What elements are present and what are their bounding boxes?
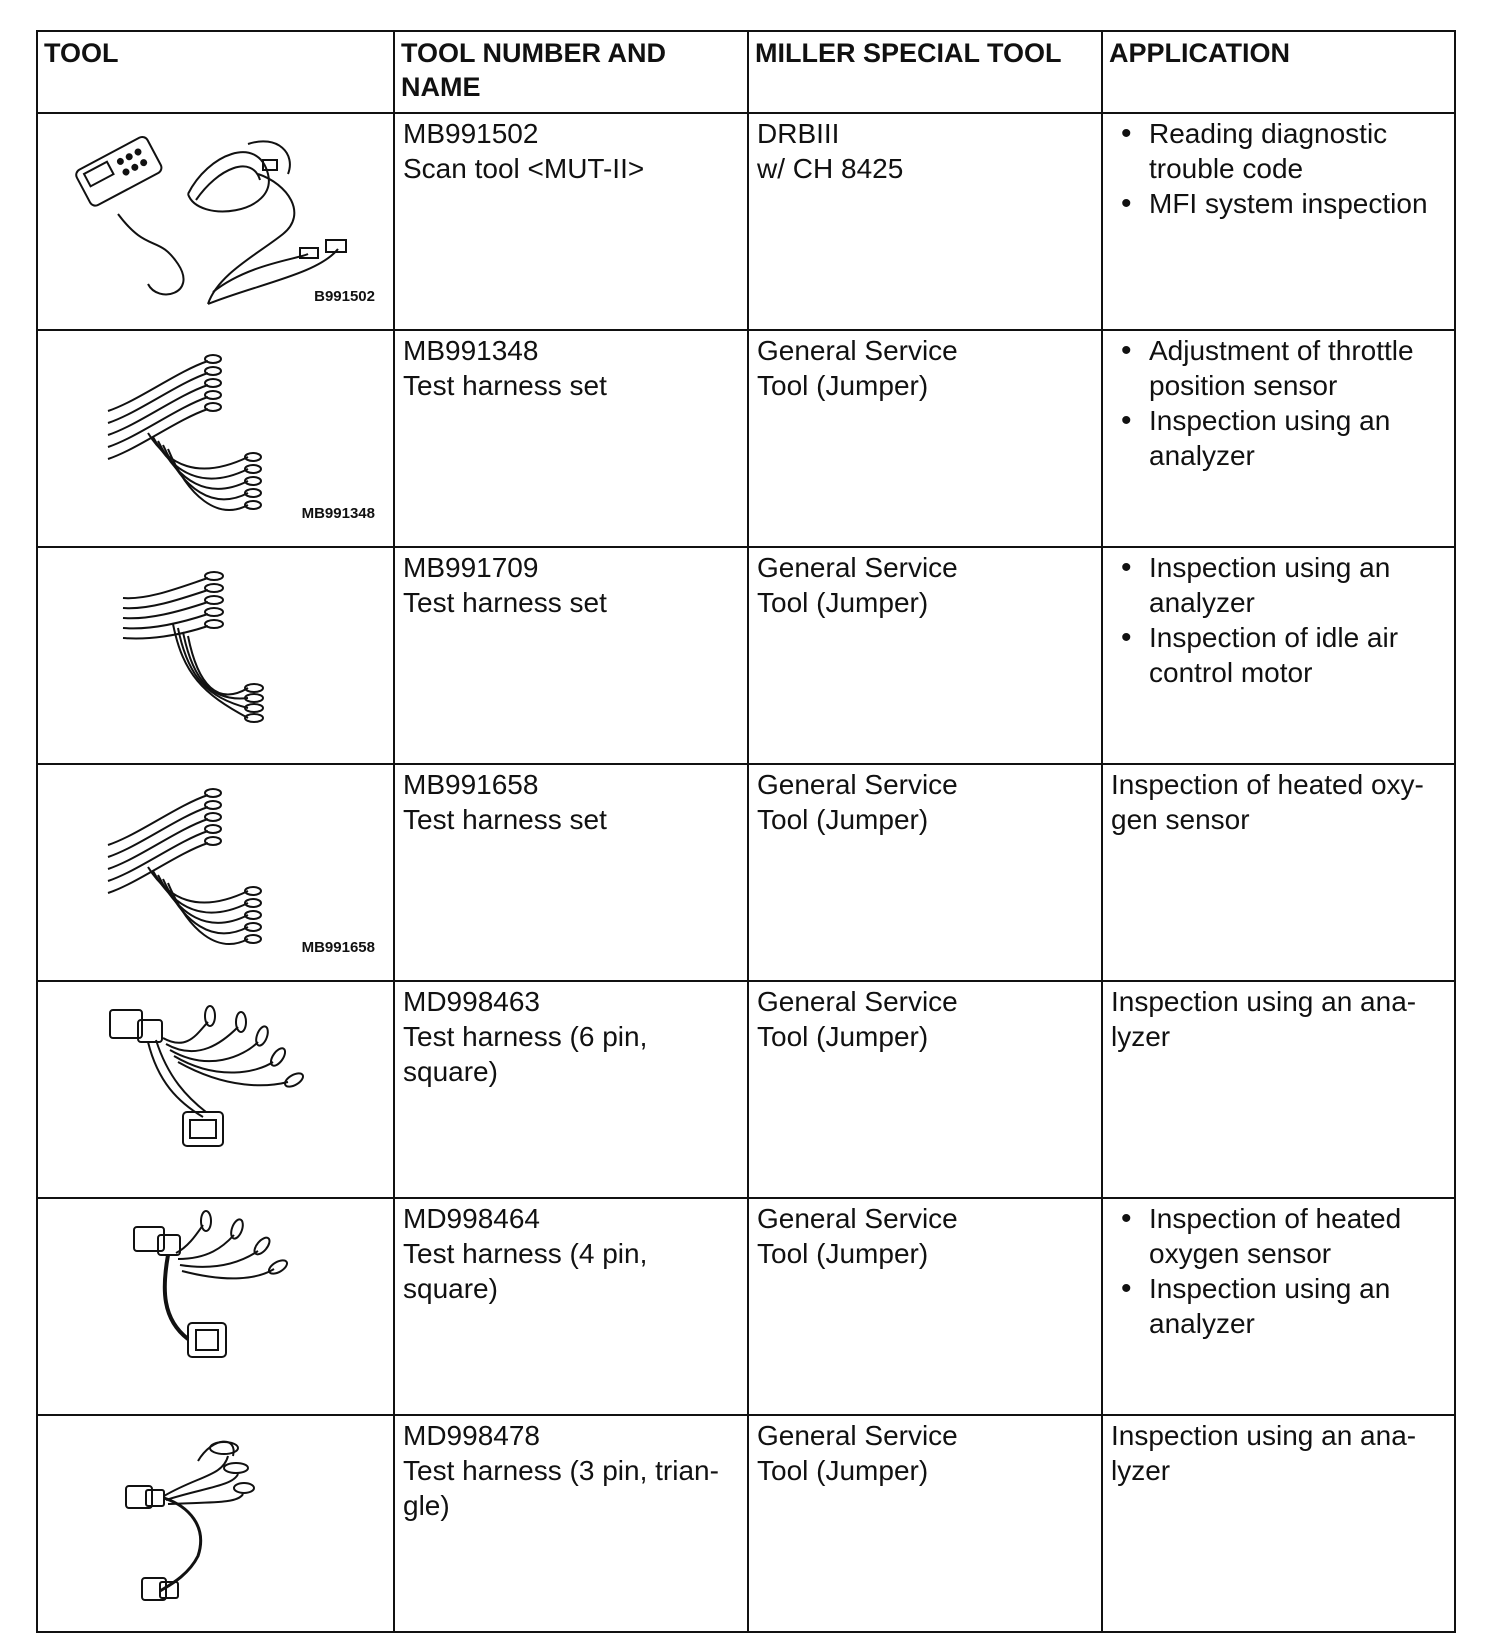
illustration-label: MB991348 <box>301 505 375 522</box>
application-cell <box>1102 1415 1455 1632</box>
application-text: Inspection using an ana-lyzer <box>1111 1420 1417 1486</box>
tool-name: Test harness (6 pin, square) <box>403 1021 648 1087</box>
tool-name: Scan tool <MUT-II> <box>403 153 645 184</box>
miller-cell <box>748 764 1102 981</box>
miller-line-2: Tool (Jumper) <box>757 1455 929 1486</box>
tool-number-cell <box>394 764 748 981</box>
tool-number-cell <box>394 1198 748 1415</box>
application-cell <box>1102 1198 1455 1415</box>
table-row <box>37 981 1455 1198</box>
miller-cell <box>748 1198 1102 1415</box>
application-item: • MFI system inspection <box>1117 186 1448 221</box>
tool-number: MB991348 <box>403 335 539 366</box>
header-application: APPLICATION <box>1102 31 1455 113</box>
harness-set-illustration <box>38 765 378 965</box>
application-item: • Adjustment of throttle position sensor <box>1117 333 1448 403</box>
miller-line-1: DRBIII <box>757 118 840 149</box>
miller-line-1: General Service <box>757 986 958 1017</box>
miller-line-2: Tool (Jumper) <box>757 1021 929 1052</box>
application-text: Inspection using an ana-lyzer <box>1111 986 1417 1052</box>
table-row <box>37 1198 1455 1415</box>
miller-cell <box>748 547 1102 764</box>
header-row <box>37 31 1455 113</box>
miller-line-2: w/ CH 8425 <box>757 153 904 184</box>
four-pin-harness-illustration <box>38 1199 378 1399</box>
application-item: • Reading diagnostic trouble code <box>1117 116 1448 186</box>
tool-illustration-cell <box>37 1198 394 1415</box>
miller-cell <box>748 981 1102 1198</box>
six-pin-harness-illustration <box>38 982 378 1182</box>
tool-number-cell <box>394 981 748 1198</box>
miller-line-2: Tool (Jumper) <box>757 804 929 835</box>
tool-illustration-cell <box>37 330 394 547</box>
scan-tool-illustration <box>38 114 378 314</box>
miller-line-2: Tool (Jumper) <box>757 1238 929 1269</box>
application-item: • Inspection using an analyzer <box>1117 1271 1448 1341</box>
miller-cell <box>748 113 1102 330</box>
tool-illustration-cell <box>37 764 394 981</box>
special-tools-table <box>36 30 1456 1633</box>
tool-number: MB991502 <box>403 118 539 149</box>
table-row <box>37 330 1455 547</box>
miller-cell <box>748 330 1102 547</box>
application-item: • Inspection of idle air control motor <box>1117 620 1448 690</box>
application-cell <box>1102 764 1455 981</box>
application-cell <box>1102 547 1455 764</box>
application-cell <box>1102 330 1455 547</box>
tool-illustration-cell <box>37 981 394 1198</box>
three-pin-harness-illustration <box>38 1416 378 1616</box>
tool-number-cell <box>394 113 748 330</box>
tool-illustration-cell <box>37 547 394 764</box>
illustration-label: MB991658 <box>301 939 375 956</box>
application-cell <box>1102 981 1455 1198</box>
application-cell <box>1102 113 1455 330</box>
tool-number: MD998463 <box>403 986 540 1017</box>
table-row <box>37 547 1455 764</box>
tool-name: Test harness set <box>403 804 607 835</box>
tool-name: Test harness (3 pin, trian-gle) <box>403 1455 719 1521</box>
tool-number: MD998478 <box>403 1420 540 1451</box>
tool-number: MD998464 <box>403 1203 540 1234</box>
application-text: Inspection of heated oxy-gen sensor <box>1111 769 1424 835</box>
table-row <box>37 113 1455 330</box>
miller-line-1: General Service <box>757 1420 958 1451</box>
header-miller: MILLER SPECIAL TOOL <box>748 31 1102 113</box>
miller-line-1: General Service <box>757 769 958 800</box>
harness-set-illustration <box>38 331 378 531</box>
tool-number: MB991658 <box>403 769 539 800</box>
table-row <box>37 764 1455 981</box>
miller-line-1: General Service <box>757 1203 958 1234</box>
miller-line-2: Tool (Jumper) <box>757 587 929 618</box>
miller-line-2: Tool (Jumper) <box>757 370 929 401</box>
tool-number-cell <box>394 547 748 764</box>
tool-illustration-cell <box>37 113 394 330</box>
miller-cell <box>748 1415 1102 1632</box>
tool-number-cell <box>394 1415 748 1632</box>
illustration-label: B991502 <box>314 288 375 305</box>
miller-line-1: General Service <box>757 552 958 583</box>
tool-number-cell <box>394 330 748 547</box>
header-tool-number: TOOL NUMBER AND NAME <box>394 31 748 113</box>
harness-set-illustration <box>38 548 378 748</box>
miller-line-1: General Service <box>757 335 958 366</box>
table-row <box>37 1415 1455 1632</box>
application-item: • Inspection using an analyzer <box>1117 550 1448 620</box>
tool-number: MB991709 <box>403 552 539 583</box>
application-item: • Inspection using an analyzer <box>1117 403 1448 473</box>
tool-name: Test harness (4 pin, square) <box>403 1238 648 1304</box>
header-tool: TOOL <box>37 31 394 113</box>
tool-illustration-cell <box>37 1415 394 1632</box>
tool-name: Test harness set <box>403 587 607 618</box>
application-item: • Inspection of heated oxygen sensor <box>1117 1201 1448 1271</box>
tool-name: Test harness set <box>403 370 607 401</box>
